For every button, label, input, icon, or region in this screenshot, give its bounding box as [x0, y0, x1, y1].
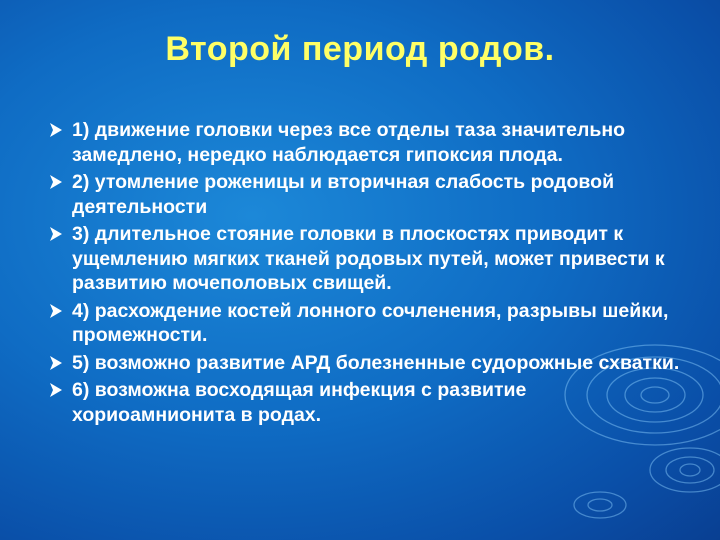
slide-title: Второй период родов.: [165, 30, 555, 68]
list-item-text: 1) движение головки через все отделы таза значительно замедлено, нередко наблюдается гипоксия плода.: [72, 119, 626, 166]
arrowhead-bullet-icon: [50, 356, 62, 370]
list-item: [46, 170, 686, 219]
arrowhead-bullet-icon: [50, 175, 62, 189]
bullet-list: [46, 118, 686, 430]
list-item: [46, 299, 686, 348]
list-item: [46, 351, 686, 376]
arrowhead-bullet-icon: [50, 227, 62, 241]
list-item-text: 3) длительное стояние головки в плоскостях приводит к ущемлению мягких тканей родовых путей, может привести к развитию мочеполовых свищей.: [72, 223, 665, 294]
list-item: [46, 118, 686, 167]
list-item-text: 2) утомление роженицы и вторичная слабость родовой деятельности: [72, 171, 615, 218]
list-item: [46, 378, 686, 427]
list-item: [46, 222, 686, 296]
arrowhead-bullet-icon: [50, 304, 62, 318]
list-item-text: 6) возможна восходящая инфекция с развитие хориоамнионита в родах.: [72, 379, 527, 426]
arrowhead-bullet-icon: [50, 383, 62, 397]
list-item-text: 5) возможно развитие АРД болезненные судорожные схватки.: [72, 351, 680, 374]
list-item-text: 4) расхождение костей лонного сочленения, разрывы шейки, промежности.: [72, 299, 669, 346]
arrowhead-bullet-icon: [50, 123, 62, 137]
